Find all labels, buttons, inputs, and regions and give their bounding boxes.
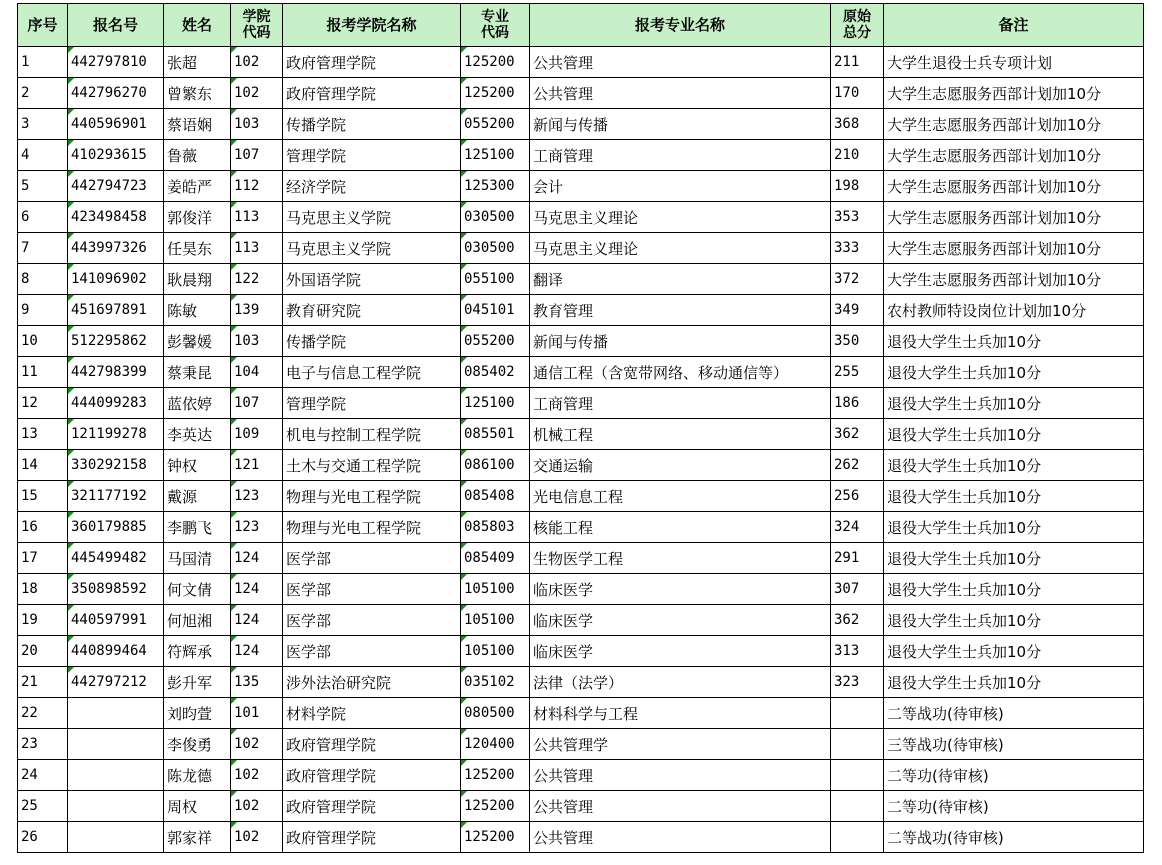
cell-name: 耿晨翔 bbox=[164, 264, 231, 295]
cell-reg-no bbox=[68, 729, 164, 760]
table-row bbox=[18, 822, 1144, 853]
table-row bbox=[18, 357, 1144, 388]
table-row bbox=[18, 140, 1144, 171]
table-row bbox=[18, 202, 1144, 233]
cell-seq: 18 bbox=[18, 574, 68, 605]
cell-major-code: 055100 bbox=[461, 264, 530, 295]
table-row bbox=[18, 419, 1144, 450]
cell-college-name: 传播学院 bbox=[283, 326, 461, 357]
cell-remarks: 三等战功(待审核) bbox=[884, 729, 1144, 760]
cell-college-name: 物理与光电工程学院 bbox=[283, 512, 461, 543]
table-row bbox=[18, 171, 1144, 202]
header-seq: 序号 bbox=[18, 4, 68, 47]
cell-reg-no: 440597991 bbox=[68, 605, 164, 636]
cell-seq: 15 bbox=[18, 481, 68, 512]
cell-reg-no: 423498458 bbox=[68, 202, 164, 233]
cell-major-code: 085409 bbox=[461, 543, 530, 574]
cell-remarks: 二等功(待审核) bbox=[884, 760, 1144, 791]
cell-college-code: 124 bbox=[231, 636, 283, 667]
cell-raw-score: 313 bbox=[831, 636, 884, 667]
cell-college-code: 102 bbox=[231, 729, 283, 760]
header-raw-score-line2: 总分 bbox=[843, 25, 871, 41]
cell-reg-no: 442798399 bbox=[68, 357, 164, 388]
cell-remarks: 退役大学生士兵加10分 bbox=[884, 419, 1144, 450]
cell-remarks: 大学生志愿服务西部计划加10分 bbox=[884, 109, 1144, 140]
table-row bbox=[18, 636, 1144, 667]
cell-college-code: 122 bbox=[231, 264, 283, 295]
cell-remarks: 大学生志愿服务西部计划加10分 bbox=[884, 140, 1144, 171]
cell-major-code: 125100 bbox=[461, 388, 530, 419]
cell-raw-score: 324 bbox=[831, 512, 884, 543]
cell-name: 马国清 bbox=[164, 543, 231, 574]
cell-remarks: 大学生志愿服务西部计划加10分 bbox=[884, 233, 1144, 264]
cell-college-code: 124 bbox=[231, 574, 283, 605]
cell-major-name: 光电信息工程 bbox=[530, 481, 831, 512]
cell-remarks: 二等战功(待审核) bbox=[884, 698, 1144, 729]
cell-raw-score: 198 bbox=[831, 171, 884, 202]
cell-remarks: 退役大学生士兵加10分 bbox=[884, 450, 1144, 481]
cell-name: 蔡语娴 bbox=[164, 109, 231, 140]
cell-college-name: 外国语学院 bbox=[283, 264, 461, 295]
table-row bbox=[18, 78, 1144, 109]
table-row bbox=[18, 512, 1144, 543]
table-row bbox=[18, 295, 1144, 326]
header-row bbox=[18, 4, 1144, 47]
cell-remarks: 大学生退役士兵专项计划 bbox=[884, 47, 1144, 78]
cell-major-name: 临床医学 bbox=[530, 636, 831, 667]
cell-college-name: 马克思主义学院 bbox=[283, 233, 461, 264]
cell-seq: 14 bbox=[18, 450, 68, 481]
table-row bbox=[18, 264, 1144, 295]
cell-major-code: 086100 bbox=[461, 450, 530, 481]
table-row bbox=[18, 729, 1144, 760]
cell-college-name: 政府管理学院 bbox=[283, 822, 461, 853]
cell-college-code: 124 bbox=[231, 605, 283, 636]
cell-name: 符辉承 bbox=[164, 636, 231, 667]
cell-seq: 7 bbox=[18, 233, 68, 264]
cell-major-code: 085408 bbox=[461, 481, 530, 512]
cell-college-name: 管理学院 bbox=[283, 388, 461, 419]
cell-seq: 13 bbox=[18, 419, 68, 450]
cell-major-code: 080500 bbox=[461, 698, 530, 729]
cell-major-name: 会计 bbox=[530, 171, 831, 202]
cell-reg-no: 443997326 bbox=[68, 233, 164, 264]
header-college-code-line2: 代码 bbox=[242, 25, 271, 41]
cell-major-name: 法律（法学） bbox=[530, 667, 831, 698]
cell-seq: 11 bbox=[18, 357, 68, 388]
cell-seq: 3 bbox=[18, 109, 68, 140]
cell-name: 李英达 bbox=[164, 419, 231, 450]
cell-reg-no: 512295862 bbox=[68, 326, 164, 357]
cell-college-name: 涉外法治研究院 bbox=[283, 667, 461, 698]
table-row bbox=[18, 109, 1144, 140]
cell-major-code: 085501 bbox=[461, 419, 530, 450]
cell-college-code: 135 bbox=[231, 667, 283, 698]
cell-seq: 10 bbox=[18, 326, 68, 357]
cell-name: 何旭湘 bbox=[164, 605, 231, 636]
table-row bbox=[18, 605, 1144, 636]
cell-raw-score: 323 bbox=[831, 667, 884, 698]
cell-remarks: 退役大学生士兵加10分 bbox=[884, 574, 1144, 605]
cell-name: 戴源 bbox=[164, 481, 231, 512]
cell-remarks: 退役大学生士兵加10分 bbox=[884, 636, 1144, 667]
cell-college-code: 102 bbox=[231, 47, 283, 78]
cell-seq: 24 bbox=[18, 760, 68, 791]
cell-seq: 5 bbox=[18, 171, 68, 202]
candidates-table bbox=[17, 3, 1144, 853]
cell-remarks: 大学生志愿服务西部计划加10分 bbox=[884, 202, 1144, 233]
cell-major-code: 125200 bbox=[461, 78, 530, 109]
cell-raw-score: 333 bbox=[831, 233, 884, 264]
cell-seq: 22 bbox=[18, 698, 68, 729]
cell-college-code: 139 bbox=[231, 295, 283, 326]
cell-reg-no: 321177192 bbox=[68, 481, 164, 512]
cell-major-code: 085402 bbox=[461, 357, 530, 388]
cell-remarks: 大学生志愿服务西部计划加10分 bbox=[884, 78, 1144, 109]
cell-major-name: 核能工程 bbox=[530, 512, 831, 543]
cell-college-name: 管理学院 bbox=[283, 140, 461, 171]
table-row bbox=[18, 698, 1144, 729]
cell-reg-no bbox=[68, 760, 164, 791]
cell-college-name: 政府管理学院 bbox=[283, 729, 461, 760]
cell-name: 蓝依婷 bbox=[164, 388, 231, 419]
cell-reg-no: 410293615 bbox=[68, 140, 164, 171]
cell-college-code: 102 bbox=[231, 822, 283, 853]
cell-major-name: 公共管理 bbox=[530, 791, 831, 822]
cell-seq: 9 bbox=[18, 295, 68, 326]
cell-raw-score bbox=[831, 791, 884, 822]
table-row bbox=[18, 791, 1144, 822]
cell-seq: 26 bbox=[18, 822, 68, 853]
cell-college-name: 材料学院 bbox=[283, 698, 461, 729]
table-row bbox=[18, 450, 1144, 481]
cell-college-code: 113 bbox=[231, 233, 283, 264]
cell-raw-score: 362 bbox=[831, 605, 884, 636]
cell-raw-score: 170 bbox=[831, 78, 884, 109]
cell-seq: 2 bbox=[18, 78, 68, 109]
cell-name: 郭家祥 bbox=[164, 822, 231, 853]
cell-name: 蔡秉昆 bbox=[164, 357, 231, 388]
cell-reg-no: 440899464 bbox=[68, 636, 164, 667]
cell-college-code: 123 bbox=[231, 481, 283, 512]
cell-college-code: 107 bbox=[231, 388, 283, 419]
cell-major-code: 125200 bbox=[461, 791, 530, 822]
cell-major-code: 055200 bbox=[461, 326, 530, 357]
cell-remarks: 退役大学生士兵加10分 bbox=[884, 357, 1144, 388]
cell-seq: 23 bbox=[18, 729, 68, 760]
cell-college-name: 物理与光电工程学院 bbox=[283, 481, 461, 512]
cell-college-name: 医学部 bbox=[283, 543, 461, 574]
cell-remarks: 退役大学生士兵加10分 bbox=[884, 605, 1144, 636]
cell-college-code: 107 bbox=[231, 140, 283, 171]
cell-seq: 1 bbox=[18, 47, 68, 78]
header-college-name: 报考学院名称 bbox=[283, 4, 461, 47]
cell-reg-no: 440596901 bbox=[68, 109, 164, 140]
cell-major-name: 临床医学 bbox=[530, 605, 831, 636]
cell-raw-score: 186 bbox=[831, 388, 884, 419]
cell-reg-no: 445499482 bbox=[68, 543, 164, 574]
cell-reg-no: 442797810 bbox=[68, 47, 164, 78]
cell-major-name: 公共管理 bbox=[530, 78, 831, 109]
cell-major-name: 临床医学 bbox=[530, 574, 831, 605]
cell-major-name: 新闻与传播 bbox=[530, 326, 831, 357]
cell-major-name: 公共管理 bbox=[530, 760, 831, 791]
cell-reg-no bbox=[68, 698, 164, 729]
cell-remarks: 农村教师特设岗位计划加10分 bbox=[884, 295, 1144, 326]
cell-major-name: 材料科学与工程 bbox=[530, 698, 831, 729]
cell-raw-score: 262 bbox=[831, 450, 884, 481]
cell-major-code: 105100 bbox=[461, 605, 530, 636]
cell-college-code: 109 bbox=[231, 419, 283, 450]
cell-name: 曾繁东 bbox=[164, 78, 231, 109]
cell-raw-score bbox=[831, 698, 884, 729]
cell-major-name: 公共管理 bbox=[530, 47, 831, 78]
cell-name: 陈敏 bbox=[164, 295, 231, 326]
cell-seq: 16 bbox=[18, 512, 68, 543]
header-remarks: 备注 bbox=[884, 4, 1144, 47]
cell-raw-score: 255 bbox=[831, 357, 884, 388]
cell-raw-score: 210 bbox=[831, 140, 884, 171]
cell-major-code: 035102 bbox=[461, 667, 530, 698]
cell-major-name: 公共管理 bbox=[530, 822, 831, 853]
cell-reg-no: 141096902 bbox=[68, 264, 164, 295]
cell-remarks: 退役大学生士兵加10分 bbox=[884, 326, 1144, 357]
cell-college-name: 教育研究院 bbox=[283, 295, 461, 326]
header-college-code bbox=[231, 4, 283, 47]
cell-major-code: 045101 bbox=[461, 295, 530, 326]
cell-remarks: 二等战功(待审核) bbox=[884, 822, 1144, 853]
cell-seq: 6 bbox=[18, 202, 68, 233]
cell-college-code: 113 bbox=[231, 202, 283, 233]
table-row bbox=[18, 233, 1144, 264]
cell-reg-no: 360179885 bbox=[68, 512, 164, 543]
cell-major-code: 125300 bbox=[461, 171, 530, 202]
cell-raw-score bbox=[831, 822, 884, 853]
cell-major-code: 105100 bbox=[461, 636, 530, 667]
header-college-code-line1: 学院 bbox=[242, 9, 271, 25]
cell-seq: 17 bbox=[18, 543, 68, 574]
table-row bbox=[18, 574, 1144, 605]
cell-college-code: 104 bbox=[231, 357, 283, 388]
header-major-name: 报考专业名称 bbox=[530, 4, 831, 47]
cell-major-code: 125200 bbox=[461, 47, 530, 78]
cell-remarks: 退役大学生士兵加10分 bbox=[884, 388, 1144, 419]
cell-raw-score bbox=[831, 760, 884, 791]
cell-college-name: 经济学院 bbox=[283, 171, 461, 202]
cell-raw-score bbox=[831, 729, 884, 760]
cell-reg-no: 442797212 bbox=[68, 667, 164, 698]
cell-college-name: 马克思主义学院 bbox=[283, 202, 461, 233]
table-row bbox=[18, 47, 1144, 78]
cell-remarks: 退役大学生士兵加10分 bbox=[884, 667, 1144, 698]
cell-name: 钟权 bbox=[164, 450, 231, 481]
cell-college-code: 102 bbox=[231, 791, 283, 822]
cell-seq: 21 bbox=[18, 667, 68, 698]
cell-major-name: 机械工程 bbox=[530, 419, 831, 450]
header-raw-score bbox=[831, 4, 884, 47]
cell-college-name: 医学部 bbox=[283, 605, 461, 636]
cell-name: 陈龙德 bbox=[164, 760, 231, 791]
cell-major-code: 030500 bbox=[461, 202, 530, 233]
cell-remarks: 退役大学生士兵加10分 bbox=[884, 512, 1144, 543]
cell-major-name: 通信工程（含宽带网络、移动通信等） bbox=[530, 357, 831, 388]
cell-major-code: 125200 bbox=[461, 822, 530, 853]
cell-raw-score: 353 bbox=[831, 202, 884, 233]
cell-name: 何文倩 bbox=[164, 574, 231, 605]
cell-major-code: 125200 bbox=[461, 760, 530, 791]
cell-name: 周权 bbox=[164, 791, 231, 822]
table-row bbox=[18, 388, 1144, 419]
cell-seq: 25 bbox=[18, 791, 68, 822]
cell-college-code: 102 bbox=[231, 760, 283, 791]
table-body bbox=[18, 47, 1144, 853]
header-raw-score-line1: 原始 bbox=[843, 9, 871, 25]
cell-reg-no: 121199278 bbox=[68, 419, 164, 450]
cell-major-name: 翻译 bbox=[530, 264, 831, 295]
cell-reg-no: 330292158 bbox=[68, 450, 164, 481]
cell-name: 彭升军 bbox=[164, 667, 231, 698]
cell-name: 任昊东 bbox=[164, 233, 231, 264]
cell-college-name: 医学部 bbox=[283, 574, 461, 605]
cell-college-name: 政府管理学院 bbox=[283, 791, 461, 822]
cell-reg-no bbox=[68, 791, 164, 822]
cell-major-code: 085803 bbox=[461, 512, 530, 543]
cell-reg-no: 451697891 bbox=[68, 295, 164, 326]
header-major-code bbox=[461, 4, 530, 47]
cell-reg-no: 442796270 bbox=[68, 78, 164, 109]
cell-major-code: 105100 bbox=[461, 574, 530, 605]
cell-raw-score: 368 bbox=[831, 109, 884, 140]
cell-reg-no: 444099283 bbox=[68, 388, 164, 419]
table-row bbox=[18, 326, 1144, 357]
cell-college-code: 101 bbox=[231, 698, 283, 729]
cell-raw-score: 362 bbox=[831, 419, 884, 450]
cell-major-code: 030500 bbox=[461, 233, 530, 264]
cell-remarks: 大学生志愿服务西部计划加10分 bbox=[884, 264, 1144, 295]
cell-college-code: 123 bbox=[231, 512, 283, 543]
cell-reg-no: 442794723 bbox=[68, 171, 164, 202]
cell-remarks: 退役大学生士兵加10分 bbox=[884, 543, 1144, 574]
cell-major-name: 教育管理 bbox=[530, 295, 831, 326]
cell-major-name: 公共管理学 bbox=[530, 729, 831, 760]
cell-college-name: 政府管理学院 bbox=[283, 78, 461, 109]
cell-major-name: 工商管理 bbox=[530, 388, 831, 419]
cell-college-code: 103 bbox=[231, 109, 283, 140]
cell-raw-score: 350 bbox=[831, 326, 884, 357]
table-row bbox=[18, 543, 1144, 574]
cell-college-code: 124 bbox=[231, 543, 283, 574]
header-reg-no: 报名号 bbox=[68, 4, 164, 47]
cell-name: 张超 bbox=[164, 47, 231, 78]
header-major-code-line2: 代码 bbox=[481, 25, 509, 41]
cell-raw-score: 256 bbox=[831, 481, 884, 512]
cell-college-name: 政府管理学院 bbox=[283, 760, 461, 791]
header-major-code-line1: 专业 bbox=[481, 9, 509, 25]
cell-seq: 8 bbox=[18, 264, 68, 295]
cell-name: 李俊勇 bbox=[164, 729, 231, 760]
cell-reg-no: 350898592 bbox=[68, 574, 164, 605]
cell-name: 彭馨媛 bbox=[164, 326, 231, 357]
cell-name: 刘昀萱 bbox=[164, 698, 231, 729]
cell-college-name: 机电与控制工程学院 bbox=[283, 419, 461, 450]
cell-major-name: 工商管理 bbox=[530, 140, 831, 171]
cell-major-name: 生物医学工程 bbox=[530, 543, 831, 574]
cell-major-name: 新闻与传播 bbox=[530, 109, 831, 140]
cell-seq: 19 bbox=[18, 605, 68, 636]
cell-raw-score: 307 bbox=[831, 574, 884, 605]
header-name: 姓名 bbox=[164, 4, 231, 47]
cell-college-name: 土木与交通工程学院 bbox=[283, 450, 461, 481]
table-row bbox=[18, 481, 1144, 512]
cell-name: 郭俊洋 bbox=[164, 202, 231, 233]
cell-college-code: 103 bbox=[231, 326, 283, 357]
cell-college-name: 电子与信息工程学院 bbox=[283, 357, 461, 388]
cell-name: 李鹏飞 bbox=[164, 512, 231, 543]
cell-raw-score: 349 bbox=[831, 295, 884, 326]
cell-college-name: 政府管理学院 bbox=[283, 47, 461, 78]
cell-seq: 12 bbox=[18, 388, 68, 419]
cell-major-code: 125100 bbox=[461, 140, 530, 171]
cell-remarks: 大学生志愿服务西部计划加10分 bbox=[884, 171, 1144, 202]
cell-major-name: 马克思主义理论 bbox=[530, 202, 831, 233]
cell-name: 姜皓严 bbox=[164, 171, 231, 202]
cell-remarks: 退役大学生士兵加10分 bbox=[884, 481, 1144, 512]
cell-college-name: 传播学院 bbox=[283, 109, 461, 140]
table-row bbox=[18, 760, 1144, 791]
cell-seq: 4 bbox=[18, 140, 68, 171]
cell-college-code: 102 bbox=[231, 78, 283, 109]
cell-college-code: 112 bbox=[231, 171, 283, 202]
cell-major-code: 120400 bbox=[461, 729, 530, 760]
cell-major-name: 马克思主义理论 bbox=[530, 233, 831, 264]
cell-seq: 20 bbox=[18, 636, 68, 667]
cell-college-code: 121 bbox=[231, 450, 283, 481]
cell-remarks: 二等功(待审核) bbox=[884, 791, 1144, 822]
cell-raw-score: 372 bbox=[831, 264, 884, 295]
cell-name: 鲁薇 bbox=[164, 140, 231, 171]
cell-reg-no bbox=[68, 822, 164, 853]
cell-major-code: 055200 bbox=[461, 109, 530, 140]
table-row bbox=[18, 667, 1144, 698]
cell-college-name: 医学部 bbox=[283, 636, 461, 667]
cell-major-name: 交通运输 bbox=[530, 450, 831, 481]
cell-raw-score: 211 bbox=[831, 47, 884, 78]
cell-raw-score: 291 bbox=[831, 543, 884, 574]
